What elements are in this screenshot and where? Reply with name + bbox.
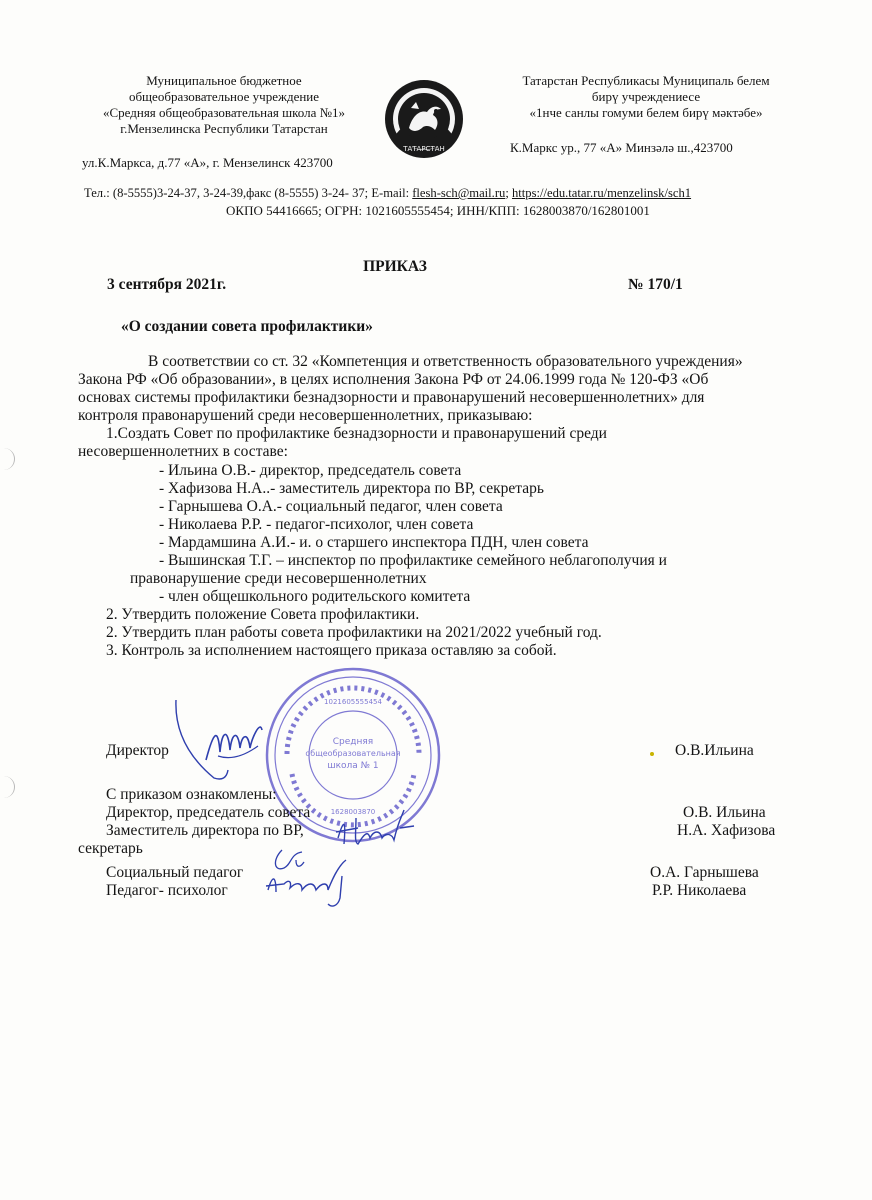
ack-position: Заместитель директора по ВР, — [106, 822, 304, 839]
member-item: - Гарнышева О.А.- социальный педагог, член совета — [159, 498, 503, 515]
org-line: Татарстан Республикасы Муниципаль белем — [522, 73, 770, 88]
org-line: Муниципальное бюджетное — [146, 73, 302, 88]
staff-signatures — [262, 846, 362, 912]
ack-name: О.В. Ильина — [683, 804, 766, 821]
org-line: «1нче санлы гомуми белем бирү мәктәбе» — [529, 105, 763, 120]
tatarstan-emblem-icon — [383, 78, 465, 160]
director-signature — [166, 690, 276, 790]
ack-position: Социальный педагог — [106, 864, 244, 881]
order-date: 3 сентября 2021г. — [107, 276, 227, 293]
emblem-caption: ТАТАРСТАН — [403, 145, 445, 153]
stamp-code: 1628003870 — [330, 808, 376, 816]
ack-heading: С приказом ознакомлены: — [106, 786, 277, 803]
signature-title: Директор — [106, 742, 169, 759]
decorative-dot — [650, 752, 654, 756]
org-line: бирү учреждениесе — [591, 89, 701, 104]
order-subject: «О создании совета профилактики» — [121, 318, 373, 335]
order-item: 2. Утвердить план работы совета профилактики на 2021/2022 учебный год. — [106, 624, 602, 641]
preamble-line: основах системы профилактики безнадзорности и правонарушений несовершеннолетних» для — [78, 389, 705, 406]
email-link[interactable]: flesh-sch@mail.ru — [412, 186, 506, 200]
ack-position-cont: секретарь — [78, 840, 143, 857]
member-item-cont: правонарушение среди несовершеннолетних — [130, 570, 427, 587]
ack-position: Директор, председатель совета — [106, 804, 311, 821]
member-item: - Вышинская Т.Г. – инспектор по профилактике семейного неблагополучия и — [159, 552, 667, 569]
signature-name: О.В.Ильина — [675, 742, 754, 759]
contacts-separator: ; — [505, 186, 512, 200]
preamble-line: В соответствии со ст. 32 «Компетенция и ответственность образовательного учреждения» — [148, 353, 743, 370]
order-number: № 170/1 — [628, 276, 683, 293]
order-item: 2. Утвердить положение Совета профилактики. — [106, 606, 420, 623]
address-tt: К.Маркс ур., 77 «А» Минзәлә ш.,423700 — [510, 140, 733, 155]
punch-hole — [0, 448, 15, 470]
stamp-text: Средняя — [332, 737, 374, 747]
org-line: общеобразовательное учреждение — [128, 89, 320, 104]
contacts-text: Тел.: (8-5555)3-24-37, 3-24-39,факс (8-5555) 3-24- 37; E-mail: — [84, 186, 413, 200]
org-line: г.Мензелинска Республики Татарстан — [120, 121, 328, 136]
page-title: ПРИКАЗ — [363, 258, 427, 275]
item-1: 1.Создать Совет по профилактике безнадзорности и правонарушений среди — [106, 425, 607, 442]
order-item: 3. Контроль за исполнением настоящего приказа оставляю за собой. — [106, 642, 557, 659]
website-link[interactable]: https://edu.tatar.ru/menzelinsk/sch1 — [511, 186, 692, 200]
punch-hole — [0, 776, 15, 798]
member-item: - член общешкольного родительского комитета — [159, 588, 471, 605]
org-line: «Средняя общеобразовательная школа №1» — [102, 105, 346, 120]
preamble-line: контроля правонарушений среди несовершеннолетних, приказываю: — [78, 407, 533, 424]
item-1-cont: несовершеннолетних в составе: — [78, 443, 288, 460]
member-item: - Ильина О.В.- директор, председатель совета — [159, 462, 462, 479]
org-name-tt — [500, 73, 792, 121]
member-item: - Хафизова Н.А..- заместитель директора по ВР, секретарь — [159, 480, 544, 497]
registry-line: ОКПО 54416665; ОГРН: 1021605555454; ИНН/КПП: 1628003870/162801001 — [226, 203, 650, 218]
stamp-text: общеобразовательная — [305, 749, 401, 758]
stamp-text: школа № 1 — [327, 761, 379, 771]
ack-name: Р.Р. Николаева — [652, 882, 747, 899]
ack-name: Н.А. Хафизова — [677, 822, 776, 839]
address-ru: ул.К.Маркса, д.77 «А», г. Мензелинск 423700 — [82, 155, 333, 170]
stamp-code: 1021605555454 — [324, 698, 382, 706]
member-item: - Мардамшина А.И.- и. о старшего инспектора ПДН, член совета — [159, 534, 589, 551]
ack-name: О.А. Гарнышева — [650, 864, 759, 881]
preamble-line: Закона РФ «Об образовании», в целях исполнения Закона РФ от 24.06.1999 года № 120-ФЗ «Об — [78, 371, 709, 388]
contacts-line — [84, 185, 691, 201]
org-name-ru — [78, 73, 370, 137]
ack-position: Педагог- психолог — [106, 882, 228, 899]
member-item: - Николаева Р.Р. - педагог-психолог, член совета — [159, 516, 474, 533]
